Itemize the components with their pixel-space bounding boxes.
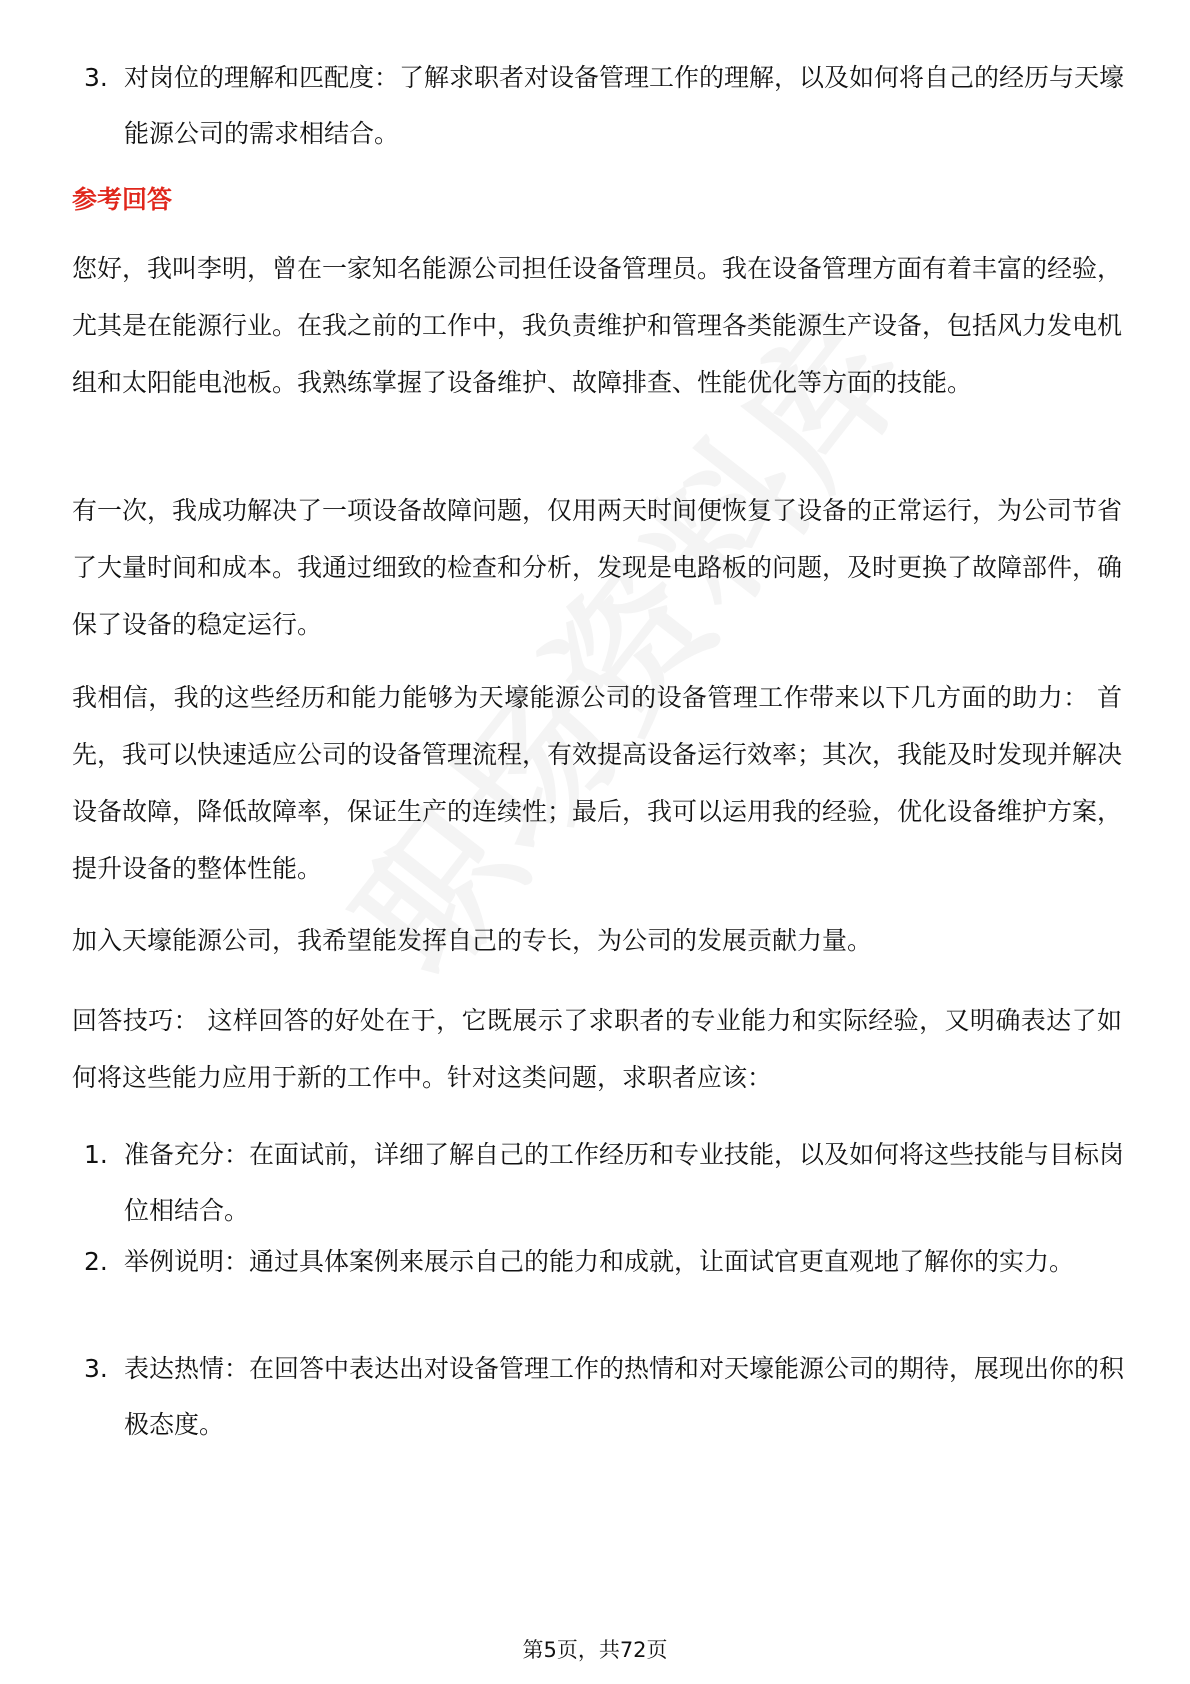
paragraph-closing: 加入天壕能源公司，我希望能发挥自己的专长，为公司的发展贡献力量。	[72, 926, 873, 955]
list-number: 3.	[84, 63, 108, 92]
paragraph-example: 有一次，我成功解决了一项设备故障问题，仅用两天时间便恢复了设备的正常运行，为公司节省了大量时间和成本。我通过细致的检查和分析，发现是电路板的问题，及时更换了故障部件，确保了设备的稳定运行。	[72, 496, 1123, 639]
watermark	[299, 326, 900, 1011]
list-number: 3.	[84, 1354, 108, 1383]
paragraph-contribution: 我相信，我的这些经历和能力能够为天壕能源公司的设备管理工作带来以下几方面的助力： 首先，我可以快速适应公司的设备管理流程，有效提高设备运行效率；其次，我能及时发现并解决设备故障，降低故障率，保证生产的连续性；最后，我可以运用我的经验，优化设备维护方案，提升设备的整体性能。	[72, 683, 1123, 883]
list-item	[84, 1234, 1124, 1290]
section-heading: 参考回答	[72, 185, 173, 214]
list-text: 举例说明：通过具体案例来展示自己的能力和成就，让面试官更直观地了解你的实力。	[124, 1247, 1075, 1276]
list-item	[84, 1341, 1124, 1453]
list-item	[84, 1127, 1124, 1239]
list-text: 准备充分：在面试前，详细了解自己的工作经历和专业技能，以及如何将这些技能与目标岗位相结合。	[124, 1140, 1125, 1225]
paragraph-intro: 您好，我叫李明，曾在一家知名能源公司担任设备管理员。我在设备管理方面有着丰富的经验，尤其是在能源行业。在我之前的工作中，我负责维护和管理各类能源生产设备，包括风力发电机组和太阳能电池板。我熟练掌握了设备维护、故障排查、性能优化等方面的技能。	[72, 254, 1123, 397]
page-footer: 第5页，共72页	[522, 1638, 668, 1662]
list-item	[84, 50, 1124, 162]
list-number: 2.	[84, 1247, 108, 1276]
list-number: 1.	[84, 1140, 108, 1169]
paragraph-tips-intro: 回答技巧： 这样回答的好处在于，它既展示了求职者的专业能力和实际经验，又明确表达了如何将这些能力应用于新的工作中。针对这类问题，求职者应该：	[72, 1006, 1122, 1092]
list-text: 对岗位的理解和匹配度：了解求职者对设备管理工作的理解，以及如何将自己的经历与天壕能源公司的需求相结合。	[124, 63, 1125, 148]
list-text: 表达热情：在回答中表达出对设备管理工作的热情和对天壕能源公司的期待，展现出你的积极态度。	[124, 1354, 1125, 1439]
